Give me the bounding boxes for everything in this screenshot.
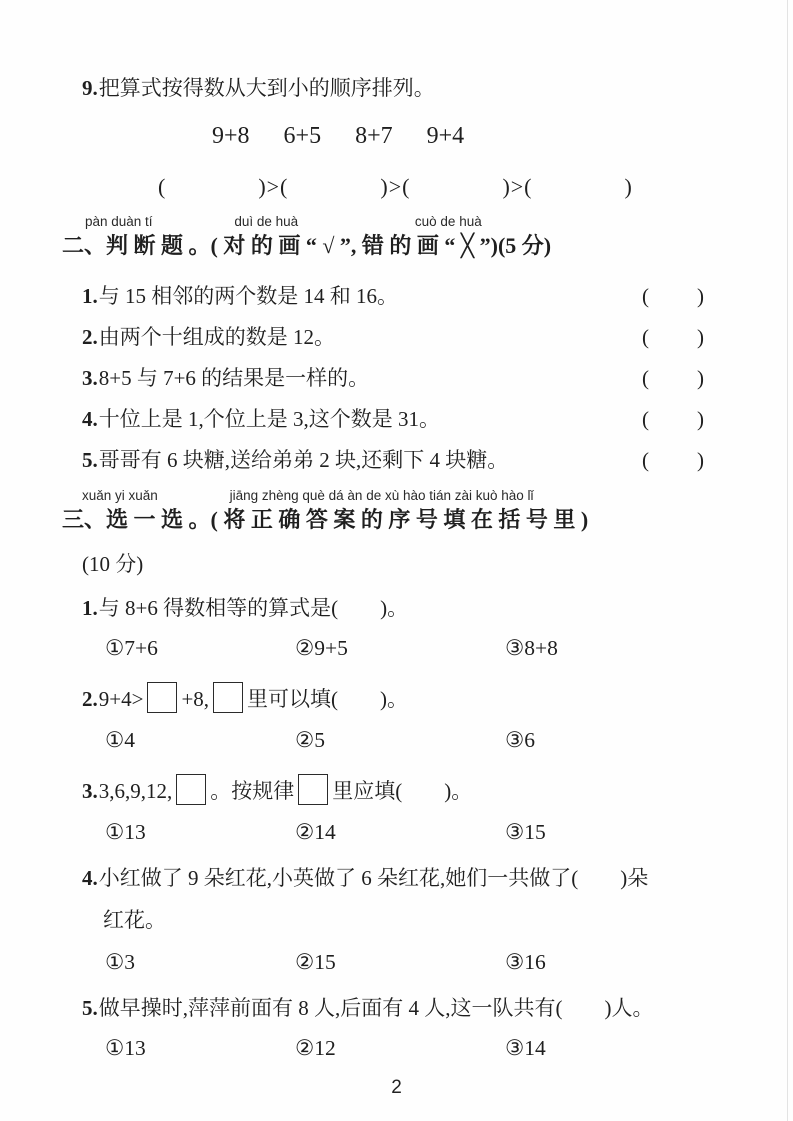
section-judge-pinyin (62, 215, 706, 231)
fill-blank-box (298, 774, 328, 805)
mc-question-number: 3. (82, 778, 98, 803)
mc-option: ②14 (295, 819, 336, 844)
section-judge-title: 二、判 断 题 。( 对 的 画 “ √ ”, 错 的 画 “ ╳ ”)(5 分) (62, 233, 552, 259)
q9-expression: 8+7 (355, 123, 393, 150)
mc-question-text: 里应填( )。 (332, 778, 473, 803)
tf-item-text (82, 366, 642, 390)
tf-answer-bracket: ( ) (642, 407, 706, 431)
mc-option: ①13 (105, 1036, 146, 1061)
tf-item-text (82, 448, 642, 472)
mc-option: ②15 (295, 950, 336, 975)
pinyin-text: duì de huà (234, 214, 299, 230)
pinyin-text: xuǎn yi xuǎn (82, 488, 158, 504)
mc-question-number: 1. (82, 595, 98, 620)
mc-question-text: 3,6,9,12, (98, 778, 173, 803)
tf-item-number: 1. (82, 283, 98, 308)
mc-question-5 (82, 996, 706, 1021)
mc-question-text: 。按规律 (210, 778, 295, 803)
tf-item-number: 4. (82, 407, 98, 431)
worksheet-content (62, 76, 706, 1061)
mc-option: ①4 (105, 727, 136, 752)
mc-option: ③6 (505, 727, 536, 752)
tf-answer-bracket: ( ) (642, 448, 706, 473)
fill-blank-box (147, 682, 177, 713)
q9-expressions (212, 123, 706, 150)
q9-answer-blanks: ( )>( )>( )>( ) (158, 174, 633, 200)
tf-item-statement: 由两个十组成的数是 12。 (98, 324, 335, 349)
tf-item-number: 2. (82, 324, 98, 349)
section-choice-pinyin (62, 489, 706, 505)
tf-item-1 (82, 284, 706, 308)
q9-expression: 9+4 (426, 123, 465, 150)
tf-item-statement: 哥哥有 6 块糖,送给弟弟 2 块,还剩下 4 块糖。 (98, 448, 509, 473)
tf-item-5 (82, 448, 706, 472)
mc-question-text: +8, (181, 686, 210, 711)
q9-instruction (82, 76, 706, 101)
pinyin-text: jiāng zhèng què dá àn de xù hào tián zài kuò hào lǐ (229, 488, 534, 504)
mc-question-4 (82, 866, 706, 891)
tf-item-number: 5. (82, 448, 98, 473)
mc-option: ③14 (505, 1036, 546, 1061)
tf-item-3 (82, 366, 706, 390)
mc-question-3 (82, 774, 706, 805)
mc-option: ③15 (505, 819, 546, 844)
page-number: 2 (391, 1077, 402, 1098)
scan-edge-line (787, 0, 788, 1121)
tf-item-text (82, 325, 642, 349)
section-choice-title: 三、选 一 选 。( 将 正 确 答 案 的 序 号 填 在 括 号 里 ) (62, 507, 589, 533)
mc-option: ②12 (295, 1036, 336, 1061)
mc-question-4-continuation: 红花。 (103, 908, 166, 933)
pinyin-text: pàn duàn tí (85, 214, 153, 230)
tf-answer-bracket: ( ) (642, 365, 706, 390)
mc-question-number: 4. (82, 865, 98, 890)
mc-question-text: 与 8+6 得数相等的算式是( )。 (98, 595, 409, 620)
mc-option: ③8+8 (505, 635, 558, 660)
mc-option: ①7+6 (105, 635, 158, 660)
mc-options-3 (82, 820, 706, 845)
mc-question-1 (82, 596, 706, 621)
mc-question-text: 9+4> (98, 686, 144, 711)
tf-item-number: 3. (82, 365, 98, 390)
mc-option: ①13 (105, 819, 146, 844)
tf-item-text (82, 407, 642, 431)
section-choice-score: (10 分) (82, 551, 144, 576)
mc-options-1 (82, 636, 706, 661)
mc-option: ①3 (105, 950, 136, 975)
mc-options-4 (82, 950, 706, 975)
mc-question-text: 小红做了 9 朵红花,小英做了 6 朵红花,她们一共做了( )朵 (98, 865, 649, 890)
mc-option: ②5 (295, 727, 326, 752)
mc-options-2 (82, 728, 706, 753)
mc-question-text: 里可以填( )。 (247, 686, 409, 711)
mc-option: ②9+5 (295, 635, 348, 660)
q9-text: 把算式按得数从大到小的顺序排列。 (98, 76, 435, 100)
q9-expression: 9+8 (212, 123, 250, 150)
tf-item-statement: 与 15 相邻的两个数是 14 和 16。 (98, 283, 398, 308)
mc-question-number: 5. (82, 996, 98, 1021)
pinyin-text: cuò de huà (414, 214, 482, 230)
tf-answer-bracket: ( ) (642, 324, 706, 349)
q9-expression: 6+5 (283, 123, 322, 150)
tf-item-statement: 8+5 与 7+6 的结果是一样的。 (98, 365, 370, 390)
fill-blank-box (213, 682, 243, 713)
tf-answer-bracket: ( ) (642, 283, 706, 308)
mc-option: ③16 (505, 950, 546, 975)
tf-item-2 (82, 325, 706, 349)
fill-blank-box (176, 774, 206, 805)
tf-item-statement: 十位上是 1,个位上是 3,这个数是 31。 (98, 407, 440, 431)
q9-number: 9. (82, 76, 98, 100)
mc-question-2 (82, 682, 706, 713)
mc-options-5 (82, 1036, 706, 1061)
mc-question-text: 做早操时,萍萍前面有 8 人,后面有 4 人,这一队共有( )人。 (98, 996, 654, 1021)
tf-item-4 (82, 407, 706, 431)
mc-question-number: 2. (82, 686, 98, 711)
tf-item-text (82, 284, 642, 308)
